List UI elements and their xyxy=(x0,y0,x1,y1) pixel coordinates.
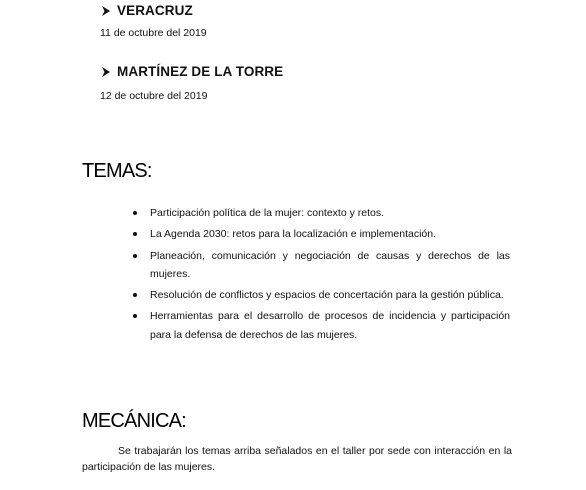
bullet-icon xyxy=(133,232,137,236)
bullet-icon xyxy=(133,254,137,258)
topics-title: TEMAS: xyxy=(82,160,152,182)
venue-name: VERACRUZ xyxy=(117,3,193,18)
venue-name: MARTÍNEZ DE LA TORRE xyxy=(117,64,284,79)
topics-list xyxy=(132,204,510,347)
venue-martinez-de-la-torre xyxy=(100,64,284,102)
venue-heading xyxy=(100,3,193,18)
topic-text: Herramientas para el desarrollo de procesos de incidencia y participación para la defensa de derechos de las mujeres. xyxy=(150,310,510,341)
topic-text: Planeación, comunicación y negociación de causas y derechos de las mujeres. xyxy=(150,249,510,280)
list-item xyxy=(132,225,510,243)
arrow-bullet-icon xyxy=(100,5,112,17)
venue-heading xyxy=(100,64,283,79)
mechanics-title: MECÁNICA: xyxy=(82,410,186,432)
venue-veracruz xyxy=(100,3,207,39)
list-item xyxy=(132,247,510,284)
list-item xyxy=(132,307,510,344)
topic-text: La Agenda 2030: retos para la localización e implementación. xyxy=(150,228,437,241)
bullet-icon xyxy=(133,314,137,318)
topic-text: Participación política de la mujer: contexto y retos. xyxy=(150,207,385,219)
list-item xyxy=(132,204,510,222)
topic-text: Resolución de conflictos y espacios de concertación para la gestión pública. xyxy=(150,289,504,302)
venue-date: 11 de octubre del 2019 xyxy=(100,27,207,39)
arrow-bullet-icon xyxy=(100,66,112,78)
mechanics-paragraph: Se trabajarán los temas arriba señalados en el taller por sede con interacción en la participación de las mujeres. xyxy=(82,445,512,473)
venue-date: 12 de octubre del 2019 xyxy=(100,90,208,102)
bullet-icon xyxy=(133,293,137,297)
bullet-icon xyxy=(133,211,137,215)
list-item xyxy=(132,286,510,304)
